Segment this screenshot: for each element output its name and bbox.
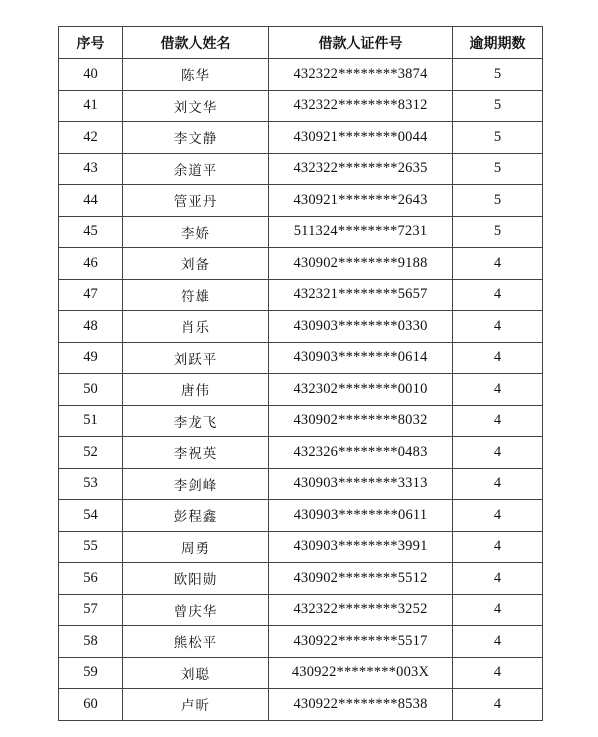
- cell-borrower-name: 李娇: [123, 216, 269, 248]
- table-header: [59, 27, 543, 59]
- cell-borrower-name: 刘聪: [123, 657, 269, 689]
- cell-borrower-id: 430903********0614: [269, 342, 453, 374]
- cell-seq: 57: [59, 594, 123, 626]
- table-row: [59, 342, 543, 374]
- cell-seq: 51: [59, 405, 123, 437]
- table-row: [59, 122, 543, 154]
- cell-borrower-name: 刘备: [123, 248, 269, 280]
- cell-overdue-periods: 4: [453, 626, 543, 658]
- cell-seq: 40: [59, 59, 123, 91]
- cell-overdue-periods: 5: [453, 153, 543, 185]
- cell-seq: 42: [59, 122, 123, 154]
- cell-overdue-periods: 4: [453, 689, 543, 721]
- cell-seq: 54: [59, 500, 123, 532]
- table-body: [59, 59, 543, 721]
- table-row: [59, 185, 543, 217]
- cell-seq: 55: [59, 531, 123, 563]
- table-row: [59, 248, 543, 280]
- cell-borrower-id: 430902********9188: [269, 248, 453, 280]
- cell-seq: 41: [59, 90, 123, 122]
- cell-seq: 46: [59, 248, 123, 280]
- header-seq: 序号: [59, 27, 123, 59]
- cell-borrower-name: 唐伟: [123, 374, 269, 406]
- table-row: [59, 59, 543, 91]
- cell-seq: 50: [59, 374, 123, 406]
- cell-borrower-name: 肖乐: [123, 311, 269, 343]
- header-borrower-name: 借款人姓名: [123, 27, 269, 59]
- cell-borrower-id: 430921********2643: [269, 185, 453, 217]
- cell-borrower-name: 卢昕: [123, 689, 269, 721]
- header-borrower-id: 借款人证件号: [269, 27, 453, 59]
- cell-overdue-periods: 5: [453, 185, 543, 217]
- table-row: [59, 563, 543, 595]
- cell-borrower-name: 彭程鑫: [123, 500, 269, 532]
- table-row: [59, 90, 543, 122]
- cell-borrower-name: 李祝英: [123, 437, 269, 469]
- cell-seq: 43: [59, 153, 123, 185]
- cell-borrower-id: 432322********8312: [269, 90, 453, 122]
- table-row: [59, 594, 543, 626]
- table-row: [59, 500, 543, 532]
- cell-overdue-periods: 4: [453, 657, 543, 689]
- cell-borrower-name: 周勇: [123, 531, 269, 563]
- table-row: [59, 153, 543, 185]
- cell-overdue-periods: 4: [453, 594, 543, 626]
- cell-overdue-periods: 4: [453, 374, 543, 406]
- table-row: [59, 374, 543, 406]
- cell-seq: 53: [59, 468, 123, 500]
- cell-borrower-id: 430922********5517: [269, 626, 453, 658]
- cell-borrower-id: 430922********8538: [269, 689, 453, 721]
- table-row: [59, 468, 543, 500]
- cell-overdue-periods: 4: [453, 248, 543, 280]
- cell-borrower-name: 李文静: [123, 122, 269, 154]
- cell-seq: 49: [59, 342, 123, 374]
- cell-borrower-name: 李龙飞: [123, 405, 269, 437]
- cell-seq: 56: [59, 563, 123, 595]
- cell-seq: 44: [59, 185, 123, 217]
- cell-borrower-id: 430903********3991: [269, 531, 453, 563]
- cell-borrower-id: 430902********8032: [269, 405, 453, 437]
- cell-overdue-periods: 5: [453, 59, 543, 91]
- cell-borrower-id: 511324********7231: [269, 216, 453, 248]
- cell-overdue-periods: 4: [453, 563, 543, 595]
- header-row: [59, 27, 543, 59]
- document-sheet: [58, 26, 542, 721]
- cell-borrower-name: 陈华: [123, 59, 269, 91]
- cell-borrower-id: 432302********0010: [269, 374, 453, 406]
- cell-borrower-id: 432322********3252: [269, 594, 453, 626]
- cell-borrower-id: 430903********0611: [269, 500, 453, 532]
- cell-overdue-periods: 4: [453, 279, 543, 311]
- cell-seq: 48: [59, 311, 123, 343]
- table-row: [59, 626, 543, 658]
- header-overdue-periods: 逾期期数: [453, 27, 543, 59]
- cell-overdue-periods: 4: [453, 405, 543, 437]
- cell-borrower-id: 430921********0044: [269, 122, 453, 154]
- cell-borrower-name: 曾庆华: [123, 594, 269, 626]
- table-row: [59, 437, 543, 469]
- table-row: [59, 216, 543, 248]
- cell-seq: 52: [59, 437, 123, 469]
- cell-borrower-id: 430903********3313: [269, 468, 453, 500]
- cell-borrower-id: 430903********0330: [269, 311, 453, 343]
- cell-seq: 60: [59, 689, 123, 721]
- table-row: [59, 657, 543, 689]
- cell-seq: 47: [59, 279, 123, 311]
- cell-seq: 45: [59, 216, 123, 248]
- cell-borrower-name: 熊松平: [123, 626, 269, 658]
- table-row: [59, 405, 543, 437]
- cell-borrower-id: 432322********3874: [269, 59, 453, 91]
- cell-borrower-name: 欧阳勋: [123, 563, 269, 595]
- cell-overdue-periods: 5: [453, 90, 543, 122]
- cell-borrower-name: 刘文华: [123, 90, 269, 122]
- overdue-borrowers-table: [58, 26, 543, 721]
- cell-overdue-periods: 5: [453, 122, 543, 154]
- cell-borrower-id: 432322********2635: [269, 153, 453, 185]
- cell-overdue-periods: 5: [453, 216, 543, 248]
- cell-seq: 59: [59, 657, 123, 689]
- cell-borrower-id: 430902********5512: [269, 563, 453, 595]
- cell-overdue-periods: 4: [453, 311, 543, 343]
- table-row: [59, 279, 543, 311]
- cell-borrower-id: 432326********0483: [269, 437, 453, 469]
- cell-overdue-periods: 4: [453, 500, 543, 532]
- cell-seq: 58: [59, 626, 123, 658]
- cell-borrower-name: 符雄: [123, 279, 269, 311]
- cell-overdue-periods: 4: [453, 468, 543, 500]
- cell-borrower-id: 432321********5657: [269, 279, 453, 311]
- cell-borrower-name: 李剑峰: [123, 468, 269, 500]
- cell-borrower-name: 余道平: [123, 153, 269, 185]
- cell-borrower-id: 430922********003X: [269, 657, 453, 689]
- table-row: [59, 311, 543, 343]
- table-row: [59, 531, 543, 563]
- cell-borrower-name: 管亚丹: [123, 185, 269, 217]
- cell-overdue-periods: 4: [453, 437, 543, 469]
- cell-borrower-name: 刘跃平: [123, 342, 269, 374]
- cell-overdue-periods: 4: [453, 531, 543, 563]
- cell-overdue-periods: 4: [453, 342, 543, 374]
- table-row: [59, 689, 543, 721]
